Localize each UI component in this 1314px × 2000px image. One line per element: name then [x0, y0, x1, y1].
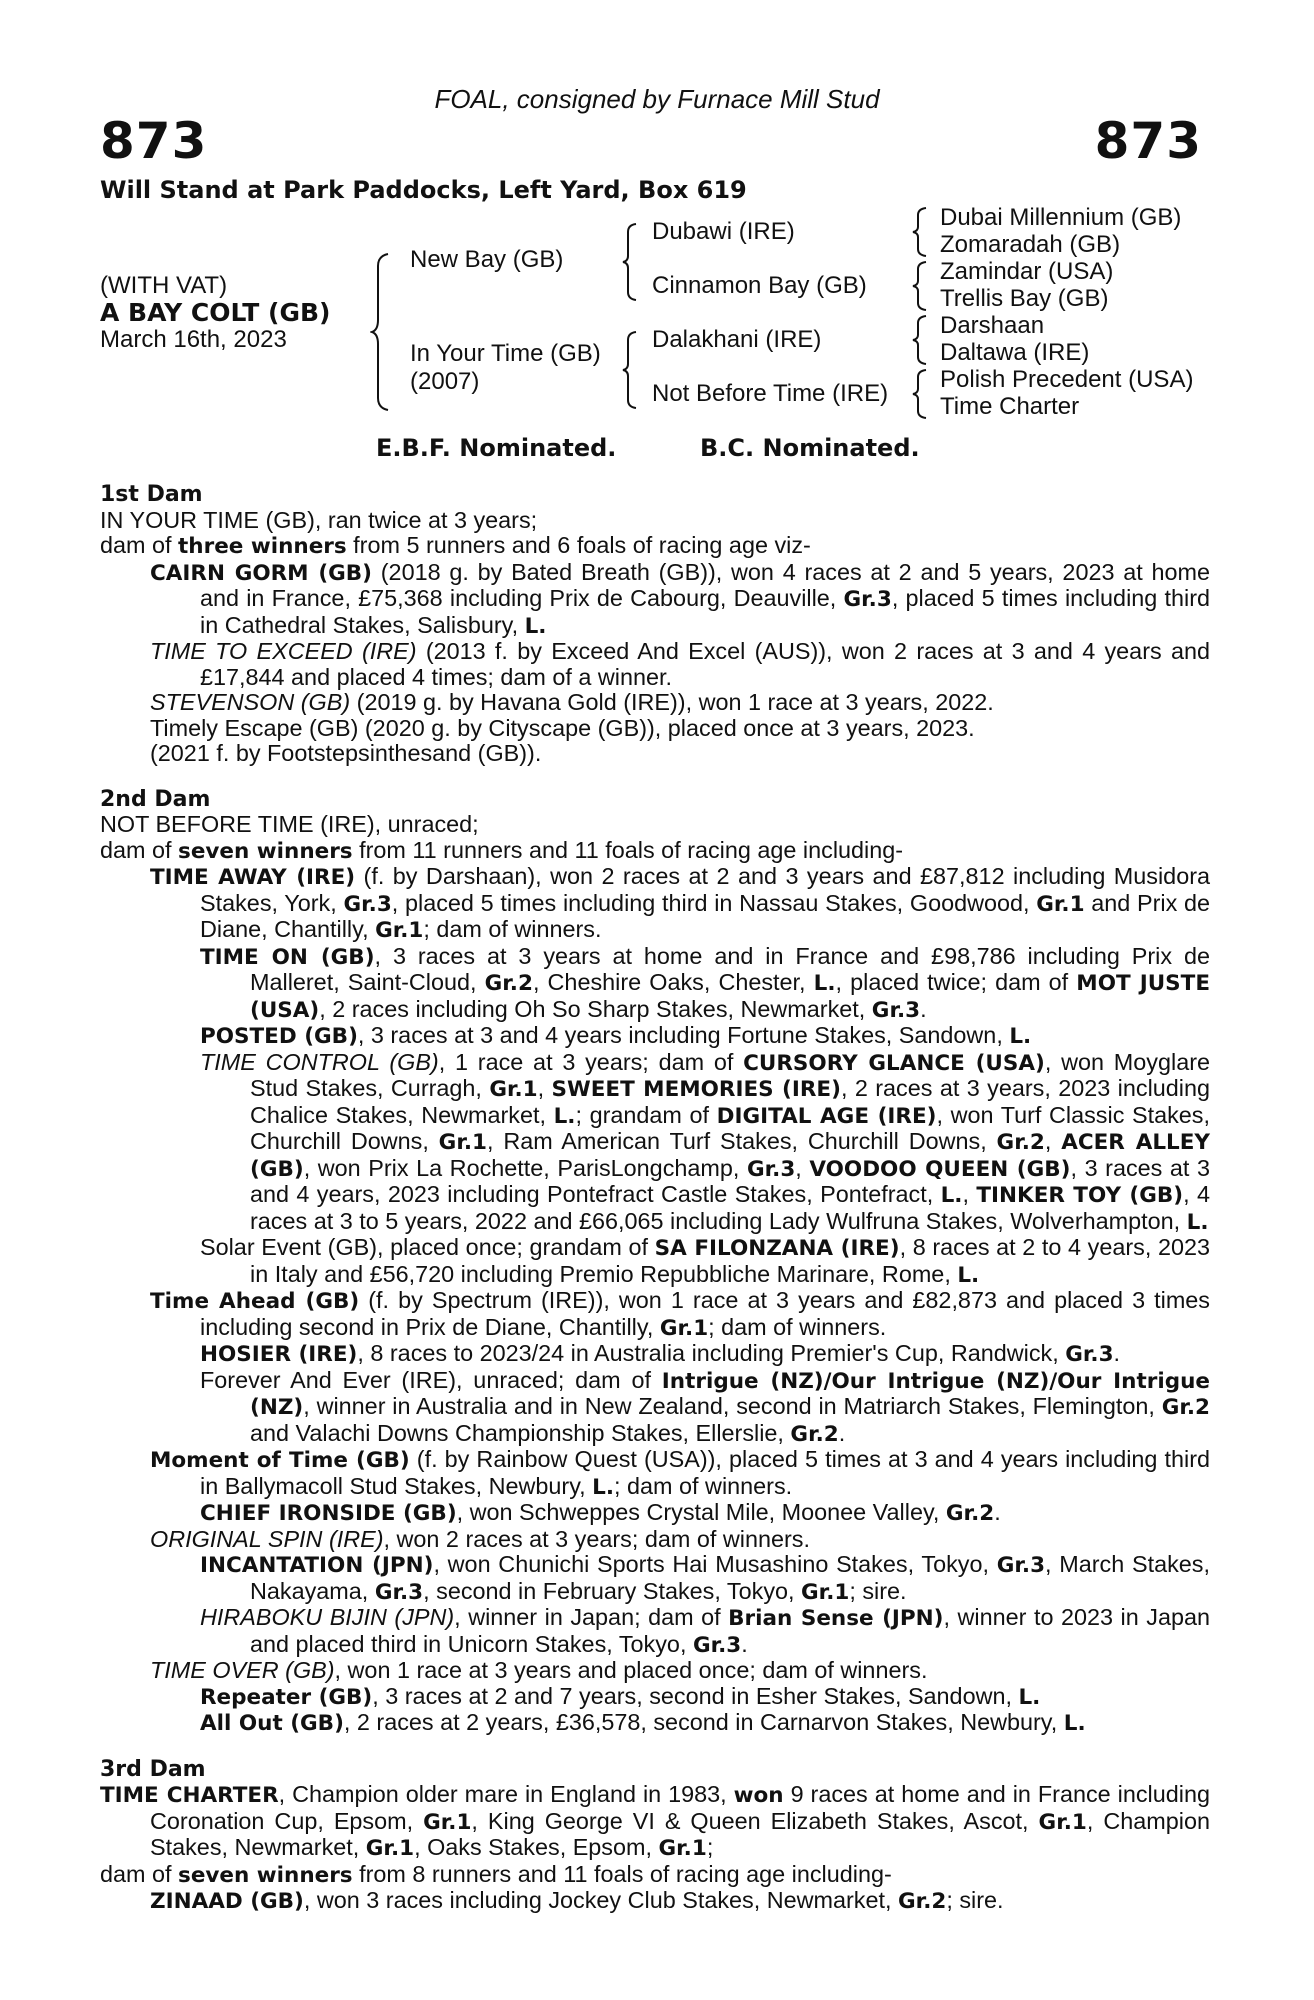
bc-nominated: B.C. Nominated.	[700, 434, 920, 462]
horse-name: A BAY COLT (GB)	[100, 298, 331, 327]
produce-entry: All Out (GB), 2 races at 2 years, £36,578, second in Carnarvon Stakes, Newbury, L.	[200, 1709, 1086, 1736]
pedigree-sire-dam: Cinnamon Bay (GB)	[652, 272, 867, 299]
pedigree-sire: New Bay (GB)	[410, 246, 564, 273]
second-dam-produce-summary: dam of seven winners from 11 runners and 11 foals of racing age including-	[100, 836, 904, 864]
produce-entry: Timely Escape (GB) (2020 g. by Cityscape (GB)), placed once at 3 years, 2023.	[150, 714, 975, 741]
vat-note: (WITH VAT)	[100, 272, 228, 299]
produce-entry: ORIGINAL SPIN (IRE), won 2 races at 3 years; dam of winners.	[150, 1525, 810, 1552]
produce-entry: Solar Event (GB), placed once; grandam of SA FILONZANA (IRE), 8 races at 2 to 4 years, 2023 in Italy and £56,720 including Premio Repubbliche Marinare, Rome, L.	[200, 1234, 1210, 1288]
produce-entry: Time Ahead (GB) (f. by Spectrum (IRE)), won 1 race at 3 years and £82,873 and placed 3 times including second in Prix de Diane, Chantilly, Gr.1; dam of winners.	[150, 1287, 1211, 1341]
lot-number-right: 873	[1094, 112, 1202, 170]
pedigree-brace-dam	[622, 330, 638, 410]
pedigree-dam: In Your Time (GB)	[410, 340, 601, 367]
produce-entry: TIME AWAY (IRE) (f. by Darshaan), won 2 races at 2 and 3 years and £87,812 including Musidora Stakes, York, Gr.3, placed 5 times including third in Nassau Stakes, Goodwood, Gr.1 and Prix de Diane, Chantilly, Gr.1; dam of winners.	[150, 863, 1211, 943]
lot-number-left: 873	[100, 112, 208, 170]
second-dam-line: NOT BEFORE TIME (IRE), unraced;	[100, 811, 479, 837]
pedigree-sds: Zamindar (USA)	[940, 258, 1114, 285]
produce-entry: HIRABOKU BIJIN (JPN), winner in Japan; dam of Brian Sense (JPN), winner to 2023 in Japan and placed third in Unicorn Stakes, Tokyo, Gr.3.	[200, 1604, 1211, 1658]
first-dam-heading: 1st Dam	[100, 482, 203, 507]
pedigree-sdd: Trellis Bay (GB)	[940, 285, 1109, 312]
third-dam-produce-summary: dam of seven winners from 8 runners and 11 foals of racing age including-	[100, 1860, 892, 1888]
pedigree-ddd: Time Charter	[940, 393, 1080, 420]
pedigree-dam-year: (2007)	[410, 368, 480, 395]
pedigree-brace-main	[370, 252, 392, 412]
first-dam-line: IN YOUR TIME (GB), ran twice at 3 years;	[100, 506, 538, 533]
produce-entry: TIME CONTROL (GB), 1 race at 3 years; dam of CURSORY GLANCE (USA), won Moyglare Stud Stakes, Curragh, Gr.1, SWEET MEMORIES (IRE), 2 races at 3 years, 2023 including Chalice Stakes, Newmarket, L.; grandam of DIGITAL AGE (IRE), won Turf Classic Stakes, Churchill Downs, Gr.1, Ram American Turf Stakes, Churchill Downs, Gr.2, ACER ALLEY (GB), won Prix La Rochette, ParisLongchamp, Gr.3, VOODOO QUEEN (GB), 3 races at 3 and 4 years, 2023 including Pontefract Castle Stakes, Pontefract, L., TINKER TOY (GB), 4 races at 3 to 5 years, 2022 and £66,065 including Lady Wulfruna Stakes, Wolverhampton, L.	[200, 1048, 1211, 1235]
foaling-date: March 16th, 2023	[100, 326, 287, 353]
pedigree-brace-ds	[912, 314, 928, 366]
pedigree-brace-dd	[912, 368, 928, 420]
pedigree-dsd: Daltawa (IRE)	[940, 339, 1090, 366]
ebf-nominated: E.B.F. Nominated.	[376, 434, 617, 462]
second-dam-heading: 2nd Dam	[100, 786, 211, 812]
produce-entry: HOSIER (IRE), 8 races to 2023/24 in Australia including Premier's Cup, Randwick, Gr.3.	[200, 1340, 1121, 1367]
pedigree-sss: Dubai Millennium (GB)	[940, 204, 1182, 231]
first-dam-produce-summary: dam of three winners from 5 runners and 6 foals of racing age viz-	[100, 532, 811, 559]
produce-entry: INCANTATION (JPN), won Chunichi Sports Hai Musashino Stakes, Tokyo, Gr.3, March Stakes, Nakayama, Gr.3, second in February Stakes, Tokyo, Gr.1; sire.	[200, 1551, 1210, 1605]
pedigree-ssd: Zomaradah (GB)	[940, 231, 1121, 258]
produce-entry: TIME ON (GB), 3 races at 3 years at home and in France and £98,786 including Prix de Malleret, Saint-Cloud, Gr.2, Cheshire Oaks, Chester, L., placed twice; dam of MOT JUSTE (USA), 2 races including Oh So Sharp Stakes, Newmarket, Gr.3.	[200, 942, 1211, 1023]
produce-entry: ZINAAD (GB), won 3 races including Jockey Club Stakes, Newmarket, Gr.2; sire.	[150, 1887, 1004, 1914]
produce-entry: CHIEF IRONSIDE (GB), won Schweppes Crystal Mile, Moonee Valley, Gr.2.	[200, 1499, 1001, 1526]
produce-entry: Moment of Time (GB) (f. by Rainbow Quest (USA)), placed 5 times at 3 and 4 years including third in Ballymacoll Stud Stakes, Newbury, L.; dam of winners.	[150, 1446, 1210, 1500]
pedigree-brace-ss	[912, 206, 928, 258]
produce-entry: (2021 f. by Footstepsinthesand (GB)).	[150, 740, 542, 766]
stand-location: Will Stand at Park Paddocks, Left Yard, Box 619	[100, 176, 747, 204]
pedigree-dam-sire: Dalakhani (IRE)	[652, 326, 822, 353]
produce-entry: CAIRN GORM (GB) (2018 g. by Bated Breath (GB)), won 4 races at 2 and 5 years, 2023 at home and in France, £75,368 including Prix de Cabourg, Deauville, Gr.3, placed 5 times including third in Cathedral Stakes, Salisbury, L.	[150, 558, 1210, 639]
pedigree-dss: Darshaan	[940, 312, 1045, 339]
produce-entry: TIME TO EXCEED (IRE) (2013 f. by Exceed And Excel (AUS)), won 2 races at 3 and 4 years and £17,844 and placed 4 times; dam of a winner.	[150, 638, 1210, 690]
produce-entry: Repeater (GB), 3 races at 2 and 7 years, second in Esher Stakes, Sandown, L.	[200, 1682, 1041, 1710]
catalogue-body	[100, 482, 1210, 1915]
produce-entry: STEVENSON (GB) (2019 g. by Havana Gold (IRE)), won 1 race at 3 years, 2022.	[150, 689, 994, 715]
consignor-line: FOAL, consigned by Furnace Mill Stud	[434, 84, 880, 114]
pedigree-dam-dam: Not Before Time (IRE)	[652, 380, 889, 407]
third-dam-line: TIME CHARTER, Champion older mare in England in 1983, won 9 races at home and in France including Coronation Cup, Epsom, Gr.1, King George VI & Queen Elizabeth Stakes, Ascot, Gr.1, Champion Stakes, Newmarket, Gr.1, Oaks Stakes, Epsom, Gr.1;	[100, 1781, 1210, 1861]
produce-entry: POSTED (GB), 3 races at 3 and 4 years including Fortune Stakes, Sandown, L.	[200, 1022, 1032, 1049]
pedigree-brace-sd	[912, 260, 928, 312]
pedigree-sire-sire: Dubawi (IRE)	[652, 218, 795, 245]
produce-entry: TIME OVER (GB), won 1 race at 3 years and placed once; dam of winners.	[150, 1657, 928, 1683]
pedigree-dds: Polish Precedent (USA)	[940, 366, 1194, 393]
pedigree-brace-sire	[622, 222, 638, 302]
produce-entry: Forever And Ever (IRE), unraced; dam of Intrigue (NZ)/Our Intrigue (NZ)/Our Intrigue (NZ), winner in Australia and in New Zealand, second in Matriarch Stakes, Flemington, Gr.2 and Valachi Downs Championship Stakes, Ellerslie, Gr.2.	[200, 1366, 1210, 1447]
third-dam-heading: 3rd Dam	[100, 1756, 206, 1782]
